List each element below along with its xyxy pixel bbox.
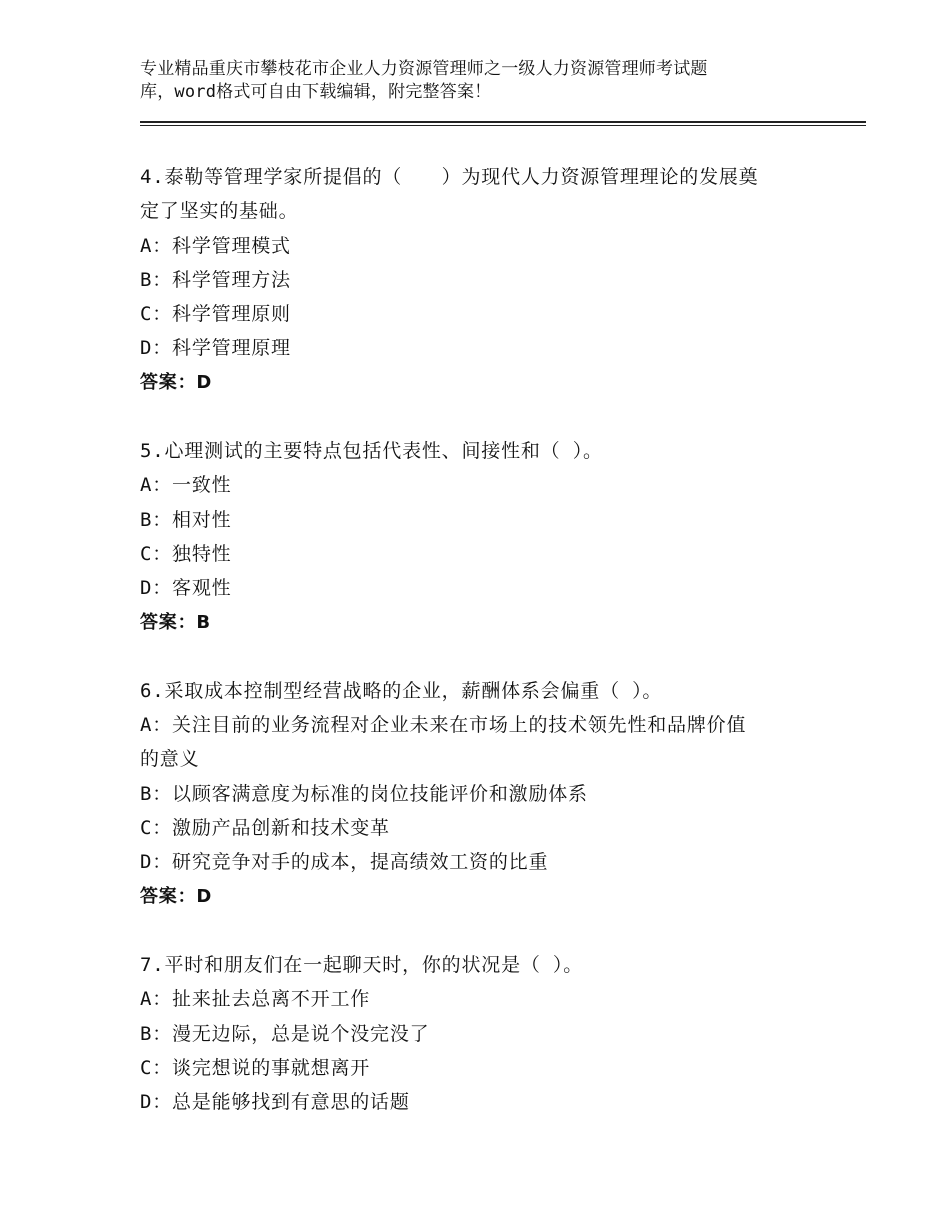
header-divider-top	[140, 121, 866, 123]
question-stem: 4.泰勒等管理学家所提倡的（ ）为现代人力资源管理理论的发展奠	[140, 166, 759, 188]
question-5	[140, 434, 820, 640]
option-b: B：相对性	[140, 508, 232, 531]
question-stem: 7.平时和朋友们在一起聊天时，你的状况是（ ）。	[140, 953, 584, 976]
header-line-2: 库，word格式可自由下载编辑，附完整答案！	[140, 82, 492, 102]
answer-label: 答案：	[140, 885, 197, 907]
option-a: A：扯来扯去总离不开工作	[140, 988, 371, 1011]
option-a: A：科学管理模式	[140, 234, 291, 257]
option-d: D：研究竞争对手的成本，提高绩效工资的比重	[140, 851, 549, 874]
header-line-1: 专业精品重庆市攀枝花市企业人力资源管理师之一级人力资源管理师考试题	[140, 59, 708, 79]
option-b: B：漫无边际，总是说个没完没了	[140, 1022, 430, 1045]
answer-line	[140, 606, 820, 640]
option-c: C：谈完想说的事就想离开	[140, 1056, 371, 1079]
option-c: C：独特性	[140, 542, 232, 565]
answer-label: 答案：	[140, 611, 197, 633]
option-a-continued: 的意义	[140, 748, 200, 771]
option-a: A：一致性	[140, 474, 232, 497]
option-c: C：科学管理原则	[140, 303, 291, 326]
answer-line	[140, 366, 820, 400]
document-header	[140, 58, 800, 104]
option-d: D：科学管理原理	[140, 337, 291, 360]
question-list	[140, 160, 820, 1153]
answer-value: B	[196, 611, 211, 633]
header-divider-bottom	[140, 125, 866, 126]
question-7	[140, 948, 820, 1119]
option-b: B：科学管理方法	[140, 268, 291, 291]
answer-value: D	[196, 885, 213, 907]
question-stem: 6.采取成本控制型经营战略的企业，薪酬体系会偏重（ ）。	[140, 679, 663, 702]
option-c: C：激励产品创新和技术变革	[140, 817, 390, 840]
question-6	[140, 674, 820, 914]
answer-value: D	[196, 371, 213, 393]
question-4	[140, 160, 820, 400]
question-stem-continued: 定了坚实的基础。	[140, 200, 299, 223]
answer-label: 答案：	[140, 371, 197, 393]
question-stem: 5.心理测试的主要特点包括代表性、间接性和（ ）。	[140, 440, 603, 463]
option-d: D：总是能够找到有意思的话题	[140, 1091, 410, 1114]
answer-line	[140, 880, 820, 914]
option-b: B：以顾客满意度为标准的岗位技能评价和激励体系	[140, 782, 588, 805]
option-a: A：关注目前的业务流程对企业未来在市场上的技术领先性和品牌价值	[140, 714, 747, 737]
option-d: D：客观性	[140, 577, 232, 600]
